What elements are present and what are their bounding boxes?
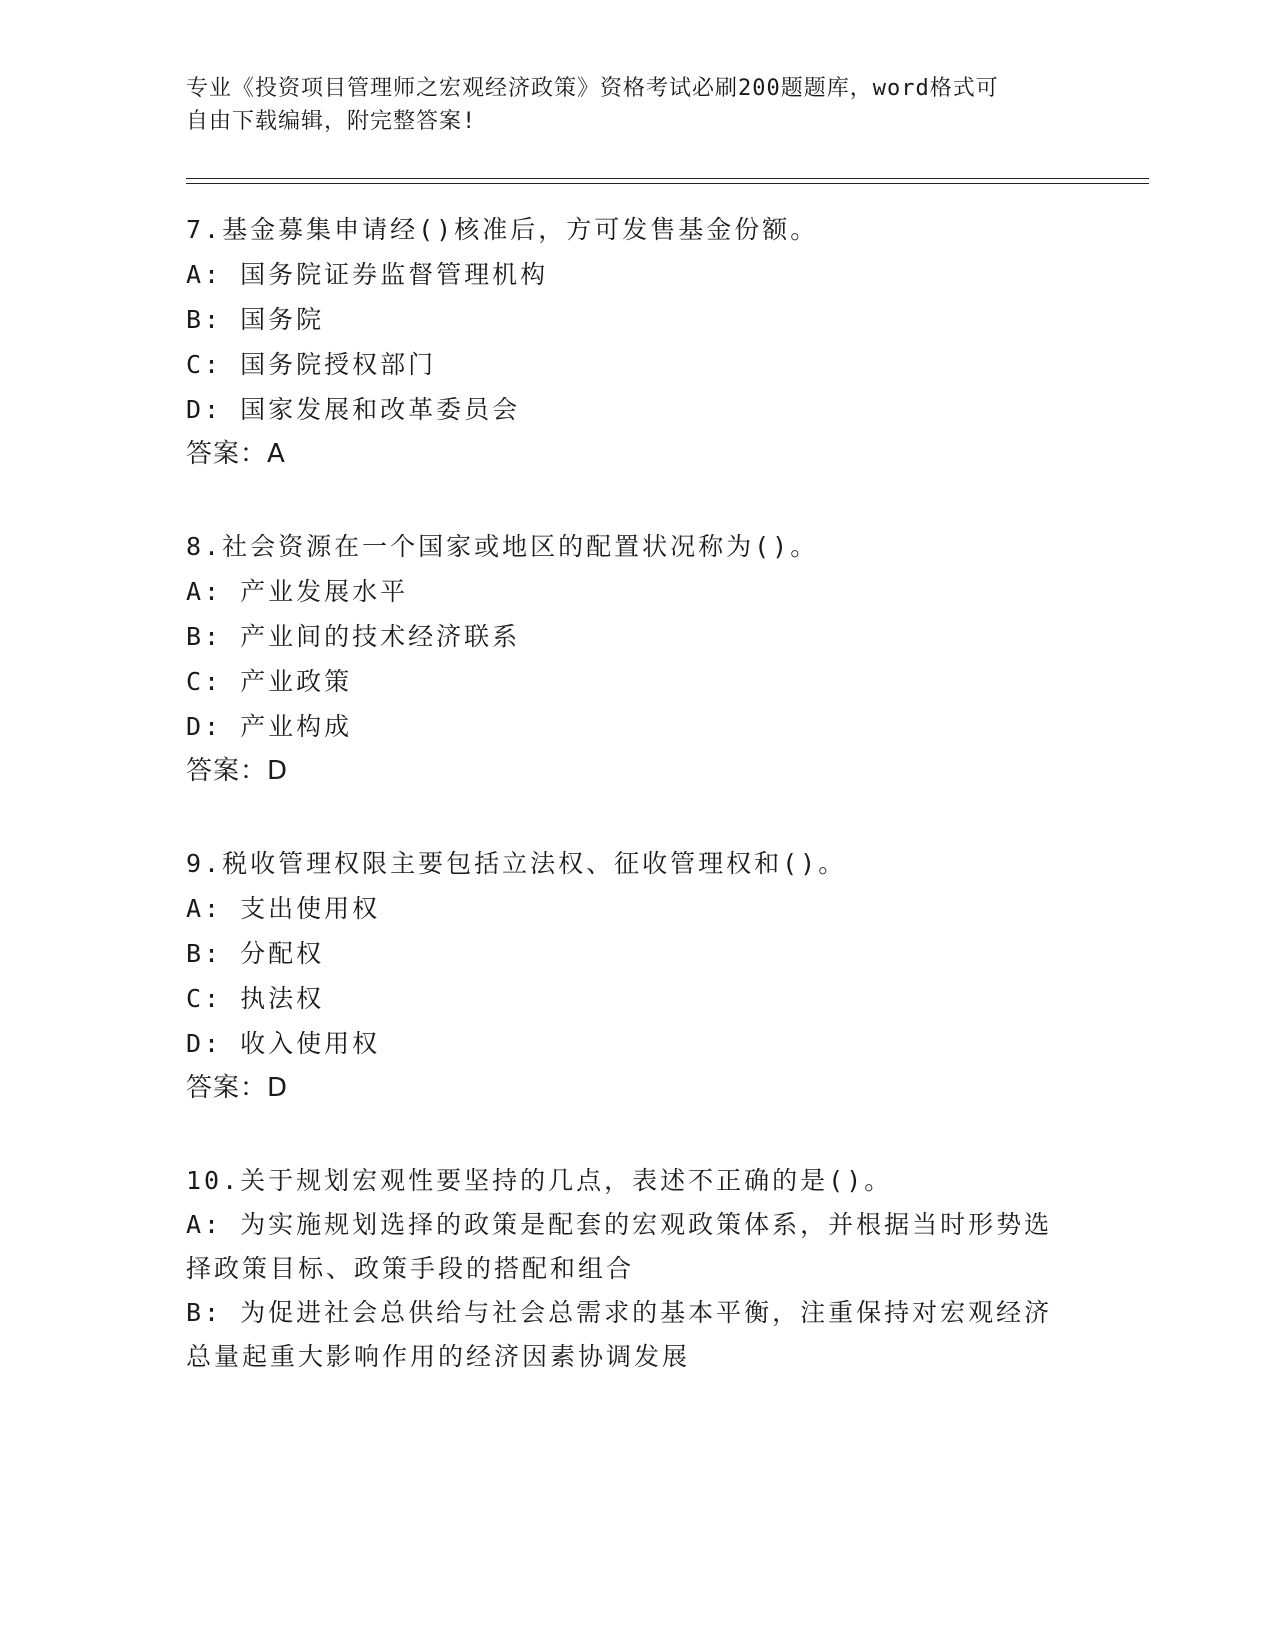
question-stem: 8.社会资源在一个国家或地区的配置状况称为()。	[186, 532, 819, 561]
header-line-1: 专业《投资项目管理师之宏观经济政策》资格考试必刷200题题库，word格式可	[186, 76, 999, 101]
option-a: A: 产业发展水平	[186, 577, 409, 606]
header-divider-top	[186, 178, 1149, 179]
answer-line	[186, 1066, 1066, 1111]
option-c: C: 国务院授权部门	[186, 350, 437, 379]
option-a: A: 国务院证券监督管理机构	[186, 260, 549, 289]
question-stem: 7.基金募集申请经()核准后，方可发售基金份额。	[186, 215, 819, 244]
question-7	[186, 207, 1066, 477]
answer-label: 答案：	[186, 756, 268, 786]
option-a: A: 为实施规划选择的政策是配套的宏观政策体系，并根据当时形势选择政策目标、政策手段的搭配和组合	[186, 1210, 1053, 1283]
question-10	[186, 1158, 1066, 1379]
option-b: B: 国务院	[186, 305, 325, 334]
answer-line	[186, 749, 1066, 794]
option-b: B: 产业间的技术经济联系	[186, 622, 521, 651]
document-header	[186, 72, 1066, 138]
answer-label: 答案：	[186, 1073, 268, 1103]
question-stem: 9.税收管理权限主要包括立法权、征收管理权和()。	[186, 849, 847, 878]
option-c: C: 执法权	[186, 984, 325, 1013]
answer-value: D	[267, 756, 289, 786]
question-9	[186, 841, 1066, 1111]
question-stem: 10.关于规划宏观性要坚持的几点，表述不正确的是()。	[186, 1166, 893, 1195]
header-divider-bottom	[186, 183, 1149, 184]
answer-value: A	[267, 439, 286, 469]
answer-label: 答案：	[186, 439, 268, 469]
option-b: B: 分配权	[186, 939, 325, 968]
option-d: D: 产业构成	[186, 712, 353, 741]
option-c: C: 产业政策	[186, 667, 353, 696]
option-d: D: 收入使用权	[186, 1029, 381, 1058]
option-d: D: 国家发展和改革委员会	[186, 395, 521, 424]
question-8	[186, 524, 1066, 794]
answer-line	[186, 432, 1066, 477]
option-b: B: 为促进社会总供给与社会总需求的基本平衡，注重保持对宏观经济总量起重大影响作用的经济因素协调发展	[186, 1298, 1053, 1371]
answer-value: D	[267, 1073, 289, 1103]
option-a: A: 支出使用权	[186, 894, 381, 923]
header-line-2: 自由下载编辑，附完整答案!	[186, 109, 477, 134]
